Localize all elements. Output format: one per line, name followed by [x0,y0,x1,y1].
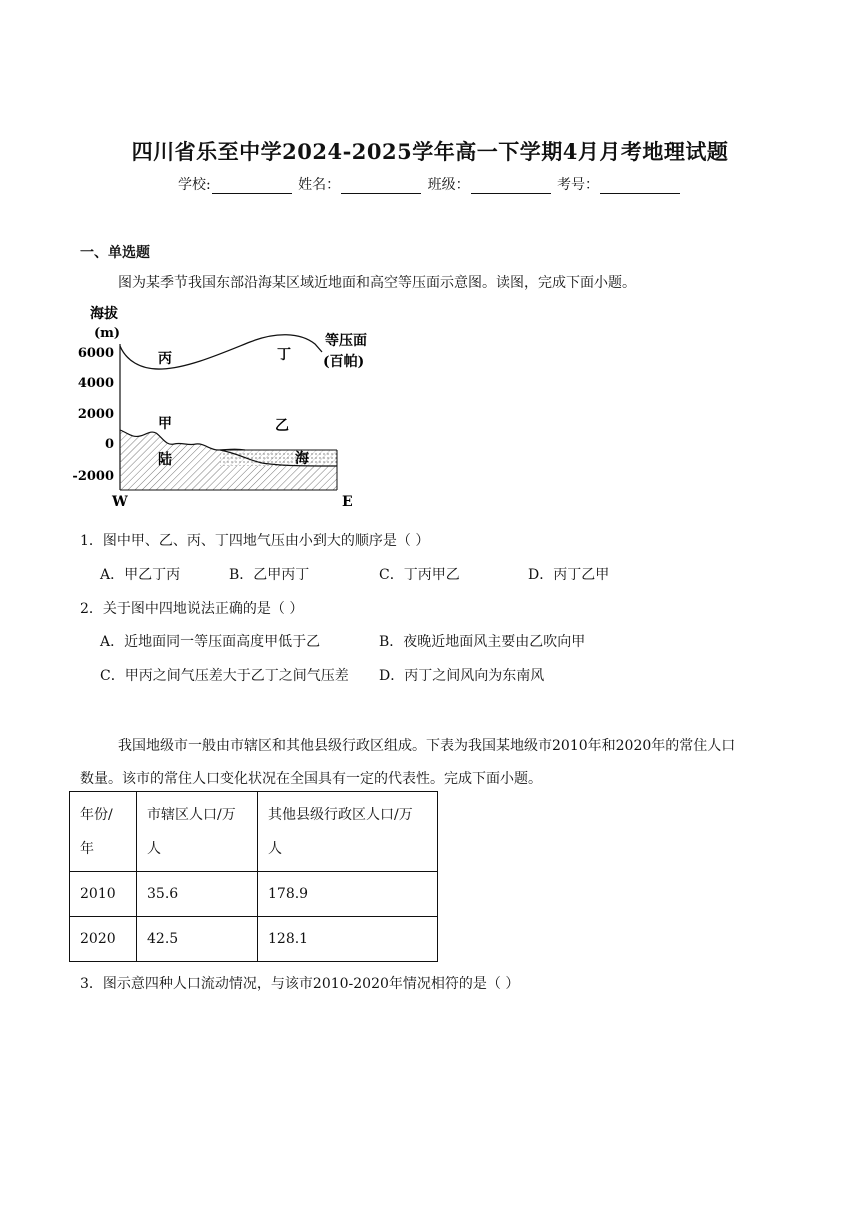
intro-paragraph-1: 图为某季节我国东部沿海某区域近地面和高空等压面示意图。读图，完成下面小题。 [118,275,636,291]
y-tick-2000: 2000 [77,407,114,422]
y-axis-label-line1: 海拔 [90,306,118,322]
table-header-row [70,792,438,872]
q2-option-a[interactable]: A．近地面同一等压面高度甲低于乙 [100,634,321,650]
section-heading: 一、单选题 [80,245,150,261]
exam-no-blank[interactable] [600,179,680,194]
q1-option-d[interactable]: D．丙丁乙甲 [528,567,610,583]
name-label: 姓名： [298,177,341,193]
intro-paragraph-2-line1: 我国地级市一般由市辖区和其他县级行政区组成。下表为我国某地级市2010年和2020年的常住人口 [118,738,736,754]
q2-option-d[interactable]: D．丙丁之间风向为东南风 [379,668,545,684]
x-label-east: E [342,494,353,510]
x-label-west: W [112,494,128,510]
y-tick-6000: 6000 [77,346,114,361]
sea-label: 海 [295,451,309,467]
land-label: 陆 [158,452,172,468]
table-row [70,872,438,917]
class-blank[interactable] [471,179,551,194]
cell-other-pop: 178.9 [258,872,438,917]
cell-other-pop: 128.1 [258,917,438,962]
question-3-stem: 3．图示意四种人口流动情况，与该市2010-2020年情况相符的是（ ） [80,976,520,992]
cell-urban-pop: 42.5 [137,917,258,962]
header-urban-district: 市辖区人口/万 人 [137,792,258,872]
isobar-label-line1: 等压面 [325,333,367,349]
name-blank[interactable] [341,179,421,194]
y-tick-4000: 4000 [77,376,114,391]
q1-option-c[interactable]: C．丁丙甲乙 [379,567,460,583]
q1-option-b[interactable]: B．乙甲丙丁 [229,567,310,583]
school-label: 学校: [177,177,211,193]
class-label: 班级： [427,177,470,193]
cell-year: 2020 [70,917,137,962]
exam-no-label: 考号： [557,177,600,193]
point-ding: 丁 [277,347,291,363]
q2-option-c[interactable]: C．甲丙之间气压差大于乙丁之间气压差 [100,668,349,684]
header-year: 年份/ 年 [70,792,137,872]
school-blank[interactable] [212,179,292,194]
header-other-counties: 其他县级行政区人口/万 人 [258,792,438,872]
cell-year: 2010 [70,872,137,917]
cell-urban-pop: 35.6 [137,872,258,917]
y-tick-minus-2000: -2000 [72,469,114,484]
y-tick-0: 0 [104,437,114,452]
upper-isobar-curve [120,335,322,369]
point-bing: 丙 [158,351,172,367]
question-1-stem: 1．图中甲、乙、丙、丁四地气压由小到大的顺序是（ ） [80,533,430,549]
isobar-label-line2: (百帕) [323,354,365,370]
point-jia: 甲 [158,416,172,432]
y-axis-label-line2: (m) [94,326,121,341]
isobar-diagram [70,300,380,512]
question-2-stem: 2．关于图中四地说法正确的是（ ） [80,601,304,617]
q2-option-b[interactable]: B．夜晚近地面风主要由乙吹向甲 [379,634,586,650]
population-table [69,791,438,962]
q1-option-a[interactable]: A．甲乙丁丙 [100,567,181,583]
point-yi: 乙 [275,418,289,434]
table-row [70,917,438,962]
intro-paragraph-2-line2: 数量。该市的常住人口变化状况在全国具有一定的代表性。完成下面小题。 [80,771,542,787]
page-title: 四川省乐至中学2024-2025学年高一下学期4月月考地理试题 [131,139,729,164]
student-info-line [0,174,860,194]
